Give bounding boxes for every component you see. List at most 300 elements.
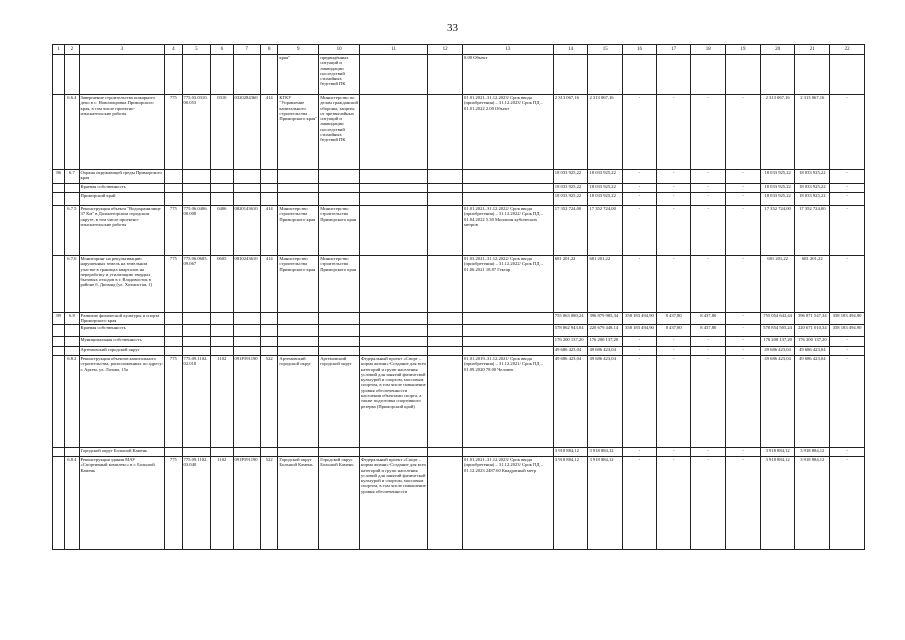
table-cell: 414 <box>261 206 278 256</box>
table-cell <box>79 55 165 95</box>
table-cell: 3 918 884,12 <box>553 457 588 550</box>
table-cell: - <box>691 457 726 550</box>
table-cell <box>278 313 319 325</box>
table-cell <box>233 170 261 184</box>
table-cell <box>359 55 427 95</box>
table-cell <box>359 337 427 347</box>
table-cell <box>278 347 319 356</box>
table-cell: - <box>830 347 865 356</box>
table-cell <box>428 325 463 337</box>
table-cell: 176 200 137,20 <box>760 337 795 347</box>
table-cell: Артемовский городской округ <box>79 347 165 356</box>
column-header: 13 <box>463 45 554 55</box>
table-cell: 681 201,22 <box>795 256 830 313</box>
table-cell <box>65 347 79 356</box>
table-cell <box>261 55 278 95</box>
table-cell: - <box>691 170 726 184</box>
column-header: 19 <box>726 45 761 55</box>
table-cell: Министерство строительства Приморского края <box>319 256 360 313</box>
table-cell: 3 918 884,12 <box>760 457 795 550</box>
table-cell: 3 918 884,12 <box>588 457 623 550</box>
table-cell: - <box>691 95 726 170</box>
table-cell <box>211 313 233 325</box>
table-cell <box>182 313 211 325</box>
table-cell: 0605 <box>211 256 233 313</box>
table-cell: 49 686 423,04 <box>795 356 830 448</box>
table-cell: - <box>656 256 691 313</box>
table-cell: - <box>623 356 657 448</box>
table-cell: 522 <box>261 457 278 550</box>
table-cell <box>463 170 554 184</box>
table-cell <box>53 325 65 337</box>
table-cell <box>319 313 360 325</box>
table-cell <box>233 184 261 193</box>
table-cell <box>65 55 79 95</box>
table-cell: 86 <box>53 170 65 184</box>
table-cell <box>463 448 554 457</box>
table-cell <box>53 457 65 550</box>
table-cell: 775.06.0406.00.008 <box>182 206 211 256</box>
table-cell: 49 686 423,04 <box>553 347 588 356</box>
table-cell <box>760 55 795 95</box>
table-cell: 8 437,80 <box>656 313 691 325</box>
table-cell: 0820143610 <box>233 206 261 256</box>
table-cell <box>463 325 554 337</box>
table-cell <box>53 337 65 347</box>
table-cell: Краевая собственность <box>79 325 165 337</box>
table-cell: 3 918 884,12 <box>760 448 795 457</box>
table-cell: 6.8.4 <box>65 457 79 550</box>
table-cell <box>359 95 427 170</box>
table-cell: - <box>726 256 761 313</box>
table-cell: - <box>830 184 865 193</box>
table-cell <box>278 193 319 206</box>
table-cell: - <box>726 313 761 325</box>
table-cell: Артемовский городской округ <box>319 356 360 448</box>
table-cell <box>165 448 182 457</box>
table-cell <box>319 184 360 193</box>
table-cell: - <box>623 256 657 313</box>
table-cell <box>233 347 261 356</box>
table-cell: Развитие физической культуры и спорта Приморского края <box>79 313 165 325</box>
table-cell <box>53 193 65 206</box>
table-cell <box>211 448 233 457</box>
table-cell <box>278 170 319 184</box>
table-cell: 358 183 494,90 <box>623 325 657 337</box>
table-cell: Городской округ Большой Камень <box>278 457 319 550</box>
table-cell <box>553 55 588 95</box>
table-cell: 6.6.4 <box>65 95 79 170</box>
table-cell <box>428 313 463 325</box>
table-cell: 18 033 925,22 <box>553 193 588 206</box>
table-cell: 18 033 925,22 <box>553 170 588 184</box>
table-cell: 49 686 423,04 <box>760 356 795 448</box>
table-cell <box>319 193 360 206</box>
table-cell: - <box>830 206 865 256</box>
table-cell <box>53 256 65 313</box>
table-cell: 01.01.2021–31.12.2023/ Срок ввода (приобретения) – 31.12.2023/ Срок ПД – 01.01.2022 2.00 Объект <box>463 95 554 170</box>
table-cell: - <box>623 170 657 184</box>
table-cell <box>428 55 463 95</box>
table-row <box>53 206 865 256</box>
table-cell: 775.09.1102.03.040 <box>182 457 211 550</box>
table-cell <box>211 325 233 337</box>
table-cell: - <box>691 193 726 206</box>
table-cell: 18 033 925,22 <box>795 170 830 184</box>
table-cell: 3 918 884,12 <box>553 448 588 457</box>
table-cell <box>211 55 233 95</box>
table-cell: - <box>656 170 691 184</box>
table-cell: - <box>656 95 691 170</box>
column-header: 6 <box>211 45 233 55</box>
table-cell: края" <box>278 55 319 95</box>
column-header: 11 <box>359 45 427 55</box>
table-cell: Завершение строительства пожарного депо в с. Новопокровка Приморского края, в том числе проектно-изыскательские работы <box>79 95 165 170</box>
table-row <box>53 184 865 193</box>
table-cell: 0.00 Объект <box>463 55 554 95</box>
table-cell: - <box>656 184 691 193</box>
column-header: 1 <box>53 45 65 55</box>
column-header: 18 <box>691 45 726 55</box>
table-cell: 49 686 423,04 <box>588 356 623 448</box>
table-cell: 18 033 925,22 <box>588 170 623 184</box>
table-cell: 091P591190 <box>233 356 261 448</box>
table-cell: 775 <box>165 206 182 256</box>
table-cell <box>428 95 463 170</box>
table-cell: - <box>623 184 657 193</box>
table-cell: Федеральный проект «Спорт – норма жизни»-Создание для всех категорий и групп населения условий для занятий физической культурой и спортом, массовым спортом, в том числе повышение уровня обеспеченности населения объектами спорта, а также подготовка спортивного резерва (Приморский край) <box>359 356 427 448</box>
table-cell <box>182 193 211 206</box>
table-cell: 2 313 067,16 <box>795 95 830 170</box>
table-cell: 2 313 067,16 <box>588 95 623 170</box>
table-cell: 414 <box>261 256 278 313</box>
table-cell: 8 437,80 <box>656 325 691 337</box>
table-cell: - <box>623 347 657 356</box>
table-cell <box>233 55 261 95</box>
table-cell <box>278 337 319 347</box>
column-header: 21 <box>795 45 830 55</box>
table-cell: - <box>726 356 761 448</box>
table-cell: 01.01.2021–31.12.2023/ Срок ввода (приобретения) – 31.12.2023/ Срок ПД – 01.12.2023 2487.60 Квадратный метр <box>463 457 554 550</box>
table-cell: 681 201,22 <box>553 256 588 313</box>
table-cell <box>233 325 261 337</box>
table-cell: - <box>623 95 657 170</box>
table-cell: 775.03.0310.00.053 <box>182 95 211 170</box>
table-row <box>53 170 865 184</box>
table-cell <box>726 55 761 95</box>
table-cell <box>65 193 79 206</box>
table-cell: 17 352 724,00 <box>588 206 623 256</box>
table-cell <box>53 356 65 448</box>
table-cell: Министерство строительства Приморского края <box>278 206 319 256</box>
table-cell <box>359 347 427 356</box>
table-row <box>53 457 865 550</box>
table-cell: 775 <box>165 356 182 448</box>
table-cell: 01.03.2021–31.12.2022/ Срок ввода (приобретения) – 31.12.2022/ Срок ПД – 01.06.2021 18.87 Гектар <box>463 256 554 313</box>
table-cell <box>463 184 554 193</box>
table-cell <box>691 55 726 95</box>
table-cell: 0406 <box>211 206 233 256</box>
table-cell: - <box>830 193 865 206</box>
column-header: 12 <box>428 45 463 55</box>
table-cell: Министерство строительства Приморского края <box>278 256 319 313</box>
table-cell <box>53 184 65 193</box>
table-cell <box>182 184 211 193</box>
table-cell: 755 063 080,24 <box>553 313 588 325</box>
table-cell <box>233 313 261 325</box>
table-cell <box>463 337 554 347</box>
table-cell <box>359 206 427 256</box>
table-cell <box>278 448 319 457</box>
table-cell: 2 313 067,16 <box>553 95 588 170</box>
table-cell <box>211 347 233 356</box>
table-cell: 6.8 <box>65 313 79 325</box>
table-cell: 49 686 423,04 <box>553 356 588 448</box>
table-row <box>53 347 865 356</box>
table-cell: - <box>656 206 691 256</box>
table-cell: 3 918 884,12 <box>795 457 830 550</box>
table-cell: КГКУ "Управление капитального строительства Приморского края" <box>278 95 319 170</box>
table-cell: 0310 <box>211 95 233 170</box>
table-cell <box>165 337 182 347</box>
table-cell: 414 <box>261 95 278 170</box>
table-cell <box>165 325 182 337</box>
table-cell <box>211 184 233 193</box>
table-cell <box>261 325 278 337</box>
column-header: 5 <box>182 45 211 55</box>
table-cell <box>261 448 278 457</box>
table-cell <box>65 448 79 457</box>
table-cell: Артемовский городской округ <box>278 356 319 448</box>
page-number: 33 <box>447 22 458 34</box>
table-cell <box>428 457 463 550</box>
table-cell <box>795 55 830 95</box>
table-cell <box>261 193 278 206</box>
table-cell: Реконструкция объектов капитального строительства, расположенных по адресу: г. Артем, ул. Лазова, 15а <box>79 356 165 448</box>
table-cell <box>319 347 360 356</box>
table-cell <box>428 256 463 313</box>
table-cell <box>65 337 79 347</box>
table-cell: 358 183 494,90 <box>830 313 865 325</box>
column-header: 8 <box>261 45 278 55</box>
table-cell <box>211 337 233 347</box>
table-cell: 17 352 724,00 <box>795 206 830 256</box>
table-cell: Министерство строительства Приморского края <box>319 206 360 256</box>
table-cell: - <box>656 193 691 206</box>
table-cell <box>428 206 463 256</box>
table-cell <box>53 95 65 170</box>
table-cell <box>261 337 278 347</box>
table-cell <box>53 55 65 95</box>
table-cell: 775 <box>165 256 182 313</box>
table-cell: 396 879 985,34 <box>588 313 623 325</box>
table-row <box>53 193 865 206</box>
table-cell <box>165 347 182 356</box>
table-cell <box>182 337 211 347</box>
table-cell: - <box>726 448 761 457</box>
table-cell <box>182 170 211 184</box>
table-cell: Мониторинг на рекультивацию нарушенных земель на земельном участке в границах кварталов на переработку и утилизацию твердых бытовых отходов в г. Владивосток в районе б. Диомид (ул. Холмистая, 1) <box>79 256 165 313</box>
table-cell: Министерство по делам гражданской обороны, защиты от чрезвычайных ситуаций и ликвидации последствий стихийных бедствий ПК <box>319 95 360 170</box>
table-cell: - <box>691 256 726 313</box>
table-cell <box>428 337 463 347</box>
table-row <box>53 337 865 347</box>
table-cell <box>211 193 233 206</box>
table-cell: 522 <box>261 356 278 448</box>
column-header: 7 <box>233 45 261 55</box>
table-cell: 8 437,80 <box>691 325 726 337</box>
table-cell: 220 679 448,14 <box>588 325 623 337</box>
table-cell <box>53 206 65 256</box>
table-cell: 0320284360 <box>233 95 261 170</box>
table-cell: 49 686 423,04 <box>760 347 795 356</box>
table-cell <box>53 347 65 356</box>
table-cell: 6.8.2 <box>65 356 79 448</box>
table-cell: - <box>691 448 726 457</box>
table-cell: Краевая собственность <box>79 184 165 193</box>
table-cell: 01.01.2019–31.12.2021/ Срок ввода (приобретения) – 31.12.2021/ Срок ПД – 01.09.2020 78.00 Человек <box>463 356 554 448</box>
table-cell <box>233 337 261 347</box>
table-cell <box>428 356 463 448</box>
column-header: 22 <box>830 45 865 55</box>
table-cell: - <box>726 95 761 170</box>
table-cell <box>165 313 182 325</box>
table-cell: Городской округ Большой Камень <box>79 448 165 457</box>
table-cell: Городской округ Большой Камень <box>319 457 360 550</box>
table-cell <box>182 55 211 95</box>
table-cell: 358 183 494,90 <box>623 313 657 325</box>
table-cell <box>428 184 463 193</box>
table-cell <box>428 193 463 206</box>
table-cell: 578 862 943,04 <box>553 325 588 337</box>
table-cell: 49 686 423,04 <box>795 347 830 356</box>
table-cell: 18 033 925,22 <box>588 184 623 193</box>
table-cell: - <box>726 325 761 337</box>
table-cell: 18 033 925,22 <box>760 170 795 184</box>
table-cell: Приморский край <box>79 193 165 206</box>
table-cell: 681 201,22 <box>588 256 623 313</box>
table-cell: - <box>623 457 657 550</box>
table-cell: 220 671 010,34 <box>795 325 830 337</box>
column-header: 15 <box>588 45 623 55</box>
table-cell <box>588 55 623 95</box>
table-cell <box>623 55 657 95</box>
table-cell: 18 033 925,22 <box>760 184 795 193</box>
table-cell: - <box>830 448 865 457</box>
table-cell <box>182 347 211 356</box>
column-header: 4 <box>165 45 182 55</box>
table-cell: - <box>656 337 691 347</box>
table-cell <box>359 193 427 206</box>
table-cell: - <box>726 457 761 550</box>
table-cell <box>278 184 319 193</box>
table-cell: 358 183 494,90 <box>830 325 865 337</box>
table-row <box>53 325 865 337</box>
table-cell <box>359 325 427 337</box>
table-row <box>53 55 865 95</box>
table-cell <box>463 193 554 206</box>
table-cell: - <box>623 448 657 457</box>
table-cell <box>319 448 360 457</box>
table-cell: 17 352 724,00 <box>553 206 588 256</box>
table-row <box>53 356 865 448</box>
table-cell <box>261 184 278 193</box>
column-header: 17 <box>656 45 691 55</box>
table-cell: 775.06.0605.09.067 <box>182 256 211 313</box>
table-cell: 775 <box>165 95 182 170</box>
table-body <box>53 45 865 550</box>
table-cell <box>463 313 554 325</box>
table-cell <box>359 448 427 457</box>
column-header: 14 <box>553 45 588 55</box>
table-cell: - <box>830 337 865 347</box>
column-header: 20 <box>760 45 795 55</box>
table-cell: 775 <box>165 457 182 550</box>
header-row <box>53 45 865 55</box>
table-cell: 18 033 925,22 <box>795 193 830 206</box>
table-cell <box>428 170 463 184</box>
table-cell: - <box>656 448 691 457</box>
table-cell <box>463 347 554 356</box>
table-cell: 18 033 925,22 <box>760 193 795 206</box>
table-cell: 775.09.1102.02.018 <box>182 356 211 448</box>
table-cell: - <box>623 193 657 206</box>
table-cell: - <box>623 206 657 256</box>
table-cell: 681 201,22 <box>760 256 795 313</box>
table-cell <box>65 325 79 337</box>
table-cell: 578 854 505,24 <box>760 325 795 337</box>
table-cell: 176 200 137,20 <box>795 337 830 347</box>
table-cell: 396 871 547,34 <box>795 313 830 325</box>
table-cell <box>261 347 278 356</box>
column-header: 10 <box>319 45 360 55</box>
table-cell: Охрана окружающей среды Приморского края <box>79 170 165 184</box>
table-cell <box>428 448 463 457</box>
table-cell: 89 <box>53 313 65 325</box>
table-row <box>53 448 865 457</box>
table-cell: - <box>656 347 691 356</box>
table-cell: 18 033 925,22 <box>588 193 623 206</box>
table-cell <box>165 55 182 95</box>
table-row <box>53 95 865 170</box>
table-cell: - <box>830 170 865 184</box>
table-cell: - <box>691 206 726 256</box>
table-cell: 8 437,80 <box>691 313 726 325</box>
table-cell: 176 200 137,20 <box>588 337 623 347</box>
table-cell: 6.7 <box>65 170 79 184</box>
table-cell: 0810243610 <box>233 256 261 313</box>
table-cell: 3 918 884,12 <box>588 448 623 457</box>
table-cell <box>830 55 865 95</box>
table-cell: 1102 <box>211 356 233 448</box>
table-cell: Реконструкция здания МАУ «Спортивный комплекс» в г. Большой Камень <box>79 457 165 550</box>
table-cell: - <box>726 184 761 193</box>
table-cell <box>211 170 233 184</box>
table-cell: - <box>691 347 726 356</box>
table-cell: 1102 <box>211 457 233 550</box>
table-cell: - <box>830 356 865 448</box>
table-cell: 6.7.5 <box>65 206 79 256</box>
table-cell: - <box>830 457 865 550</box>
column-header: 16 <box>623 45 657 55</box>
table-cell: 176 200 137,20 <box>553 337 588 347</box>
table-cell: - <box>623 337 657 347</box>
table-cell <box>53 448 65 457</box>
table-cell: предвидённых ситуаций и ликвидации последствий стихийных бедствий ПК <box>319 55 360 95</box>
column-header: 9 <box>278 45 319 55</box>
table-cell: 6.7.6 <box>65 256 79 313</box>
table-cell <box>165 184 182 193</box>
